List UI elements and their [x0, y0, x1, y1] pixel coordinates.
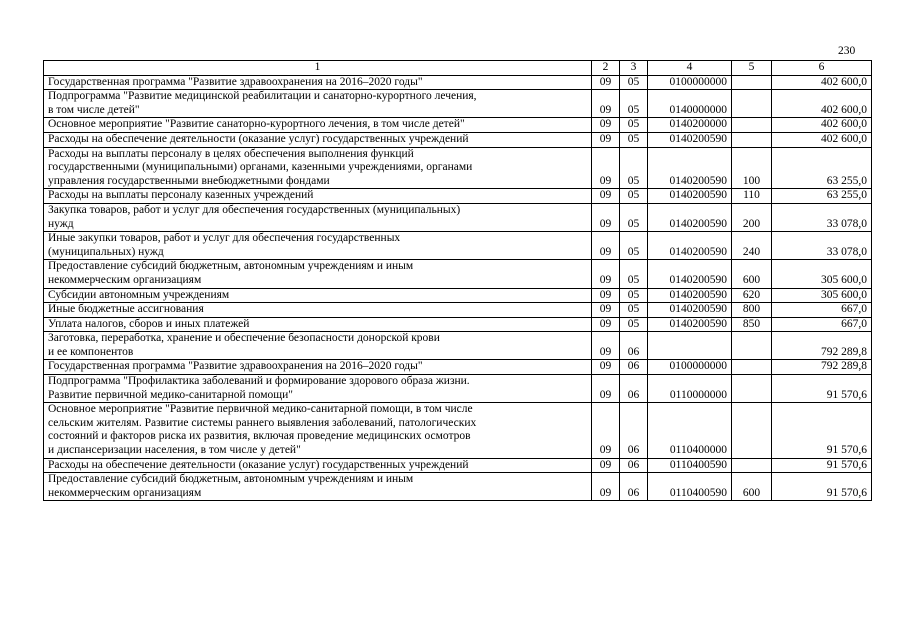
table-body: [44, 61, 872, 501]
header-col-2: 2: [592, 61, 620, 76]
row-section: 09: [592, 118, 620, 133]
row-expense-type: 850: [732, 317, 772, 332]
row-name-text: Государственная программа "Развитие здравоохранения на 2016–2020 годы": [48, 75, 423, 88]
row-expense-type: 100: [732, 147, 772, 189]
table-row: [44, 147, 872, 189]
row-name-text: Основное мероприятие "Развитие первичной медико-санитарной помощи, в том числе сельским жителям. Развитие системы раннего выявления заболеваний, патологических состояний и факторов риска их развития, включая проведение медицинских осмотров и диспансеризации населения, в том числе у детей": [48, 403, 477, 457]
row-name: [44, 189, 592, 204]
row-target-article: [648, 332, 732, 360]
row-name: [44, 375, 592, 403]
row-subsection: 05: [620, 189, 648, 204]
row-expense-type: [732, 118, 772, 133]
budget-table: [43, 60, 872, 501]
row-name-text: Заготовка, переработка, хранение и обеспечение безопасности донорской крови и ее компонентов: [48, 332, 440, 358]
row-name: [44, 90, 592, 118]
table-row: [44, 260, 872, 288]
row-name: [44, 118, 592, 133]
row-expense-type: 620: [732, 288, 772, 303]
row-name: [44, 360, 592, 375]
row-name-text: Расходы на обеспечение деятельности (оказание услуг) государственных учреждений: [48, 132, 469, 145]
row-section: 09: [592, 260, 620, 288]
row-section: 09: [592, 317, 620, 332]
row-name-text: Субсидии автономным учреждениям: [48, 288, 230, 301]
row-subsection: 05: [620, 260, 648, 288]
row-target-article: 0100000000: [648, 75, 732, 90]
row-subsection: 05: [620, 118, 648, 133]
row-expense-type: 110: [732, 189, 772, 204]
row-subsection: 06: [620, 332, 648, 360]
row-amount: 402 600,0: [772, 118, 872, 133]
row-name: [44, 403, 592, 458]
row-name: [44, 458, 592, 473]
row-amount: 91 570,6: [772, 473, 872, 501]
row-section: 09: [592, 473, 620, 501]
row-amount: 667,0: [772, 317, 872, 332]
row-section: 09: [592, 189, 620, 204]
row-name-text: Закупка товаров, работ и услуг для обеспечения государственных (муниципальных) нужд: [48, 203, 461, 230]
header-row: [44, 61, 872, 76]
table-row: [44, 132, 872, 147]
header-col-6: 6: [772, 61, 872, 76]
row-subsection: 05: [620, 317, 648, 332]
row-expense-type: 240: [732, 232, 772, 260]
table-row: [44, 75, 872, 90]
row-name: [44, 147, 592, 189]
row-amount: 33 078,0: [772, 203, 872, 231]
row-name: [44, 203, 592, 231]
row-section: 09: [592, 458, 620, 473]
row-subsection: 05: [620, 90, 648, 118]
table-row: [44, 473, 872, 501]
row-target-article: 0110400590: [648, 458, 732, 473]
row-subsection: 05: [620, 75, 648, 90]
table-row: [44, 317, 872, 332]
row-target-article: 0100000000: [648, 360, 732, 375]
row-amount: 63 255,0: [772, 189, 872, 204]
row-expense-type: [732, 375, 772, 403]
row-name-text: Расходы на обеспечение деятельности (оказание услуг) государственных учреждений: [48, 458, 469, 471]
row-amount: 63 255,0: [772, 147, 872, 189]
table-row: [44, 360, 872, 375]
row-name: [44, 75, 592, 90]
row-target-article: 0140200590: [648, 232, 732, 260]
row-expense-type: [732, 403, 772, 458]
row-amount: 792 289,8: [772, 360, 872, 375]
row-name: [44, 317, 592, 332]
row-target-article: 0140200590: [648, 189, 732, 204]
row-target-article: 0140200590: [648, 288, 732, 303]
row-amount: 402 600,0: [772, 75, 872, 90]
row-expense-type: [732, 75, 772, 90]
row-target-article: 0140200590: [648, 303, 732, 318]
row-expense-type: [732, 90, 772, 118]
row-amount: 402 600,0: [772, 90, 872, 118]
row-section: 09: [592, 288, 620, 303]
row-name: [44, 232, 592, 260]
row-target-article: 0140200590: [648, 203, 732, 231]
table-row: [44, 375, 872, 403]
row-amount: 305 600,0: [772, 260, 872, 288]
table-row: [44, 288, 872, 303]
row-amount: 91 570,6: [772, 403, 872, 458]
row-name: [44, 303, 592, 318]
row-amount: 91 570,6: [772, 375, 872, 403]
page-number: 230: [838, 45, 856, 57]
header-col-4: 4: [648, 61, 732, 76]
header-col-1: 1: [44, 61, 592, 76]
row-section: 09: [592, 90, 620, 118]
row-section: 09: [592, 75, 620, 90]
row-expense-type: [732, 360, 772, 375]
row-target-article: 0140200590: [648, 317, 732, 332]
table-row: [44, 332, 872, 360]
row-name-text: Иные бюджетные ассигнования: [48, 303, 204, 316]
row-amount: 305 600,0: [772, 288, 872, 303]
row-name: [44, 132, 592, 147]
table-row: [44, 458, 872, 473]
row-name-text: Подпрограмма "Профилактика заболеваний и формирование здорового образа жизни. Развитие первичной медико-санитарной помощи": [48, 375, 470, 401]
row-name: [44, 260, 592, 288]
row-section: 09: [592, 232, 620, 260]
row-subsection: 05: [620, 203, 648, 231]
row-expense-type: 800: [732, 303, 772, 318]
row-name-text: Предоставление субсидий бюджетным, автономным учреждениям и иным некоммерческим организациям: [48, 473, 414, 499]
row-target-article: 0140200590: [648, 260, 732, 288]
table-row: [44, 203, 872, 231]
row-subsection: 06: [620, 375, 648, 403]
row-name-text: Расходы на выплаты персоналу в целях обеспечения выполнения функций государственными (муниципальными) органами, казенными учреждениями, органами управления государственными внебюджетными фондами: [48, 147, 473, 187]
row-expense-type: 600: [732, 260, 772, 288]
row-name: [44, 332, 592, 360]
row-name: [44, 288, 592, 303]
table-row: [44, 232, 872, 260]
row-name-text: Предоставление субсидий бюджетным, автономным учреждениям и иным некоммерческим организациям: [48, 260, 414, 286]
row-target-article: 0140200000: [648, 118, 732, 133]
row-subsection: 05: [620, 303, 648, 318]
row-target-article: 0140000000: [648, 90, 732, 118]
row-section: 09: [592, 332, 620, 360]
row-expense-type: 200: [732, 203, 772, 231]
table-row: [44, 189, 872, 204]
row-subsection: 05: [620, 147, 648, 189]
row-target-article: 0110400000: [648, 403, 732, 458]
row-name-text: Подпрограмма "Развитие медицинской реабилитации и санаторно-курортного лечения, в том числе детей": [48, 90, 477, 116]
row-target-article: 0110400590: [648, 473, 732, 501]
row-target-article: 0110000000: [648, 375, 732, 403]
row-amount: 33 078,0: [772, 232, 872, 260]
header-col-5: 5: [732, 61, 772, 76]
row-subsection: 05: [620, 288, 648, 303]
row-section: 09: [592, 403, 620, 458]
row-subsection: 05: [620, 132, 648, 147]
row-section: 09: [592, 360, 620, 375]
row-target-article: 0140200590: [648, 147, 732, 189]
table-row: [44, 90, 872, 118]
row-subsection: 06: [620, 403, 648, 458]
row-subsection: 05: [620, 232, 648, 260]
row-amount: 667,0: [772, 303, 872, 318]
row-section: 09: [592, 147, 620, 189]
header-col-3: 3: [620, 61, 648, 76]
table-row: [44, 303, 872, 318]
row-section: 09: [592, 203, 620, 231]
row-section: 09: [592, 132, 620, 147]
row-expense-type: [732, 332, 772, 360]
row-name-text: Уплата налогов, сборов и иных платежей: [48, 317, 250, 330]
row-subsection: 06: [620, 360, 648, 375]
table-row: [44, 403, 872, 458]
row-target-article: 0140200590: [648, 132, 732, 147]
row-expense-type: [732, 458, 772, 473]
row-section: 09: [592, 375, 620, 403]
row-name-text: Иные закупки товаров, работ и услуг для обеспечения государственных (муниципальных) нужд: [48, 232, 401, 258]
row-amount: 792 289,8: [772, 332, 872, 360]
row-name-text: Расходы на выплаты персоналу казенных учреждений: [48, 189, 314, 202]
row-name-text: Основное мероприятие "Развитие санаторно-курортного лечения, в том числе детей": [48, 118, 465, 131]
table-row: [44, 118, 872, 133]
row-amount: 91 570,6: [772, 458, 872, 473]
row-section: 09: [592, 303, 620, 318]
row-expense-type: 600: [732, 473, 772, 501]
row-name: [44, 473, 592, 501]
row-subsection: 06: [620, 473, 648, 501]
row-subsection: 06: [620, 458, 648, 473]
row-expense-type: [732, 132, 772, 147]
row-amount: 402 600,0: [772, 132, 872, 147]
row-name-text: Государственная программа "Развитие здравоохранения на 2016–2020 годы": [48, 360, 423, 373]
